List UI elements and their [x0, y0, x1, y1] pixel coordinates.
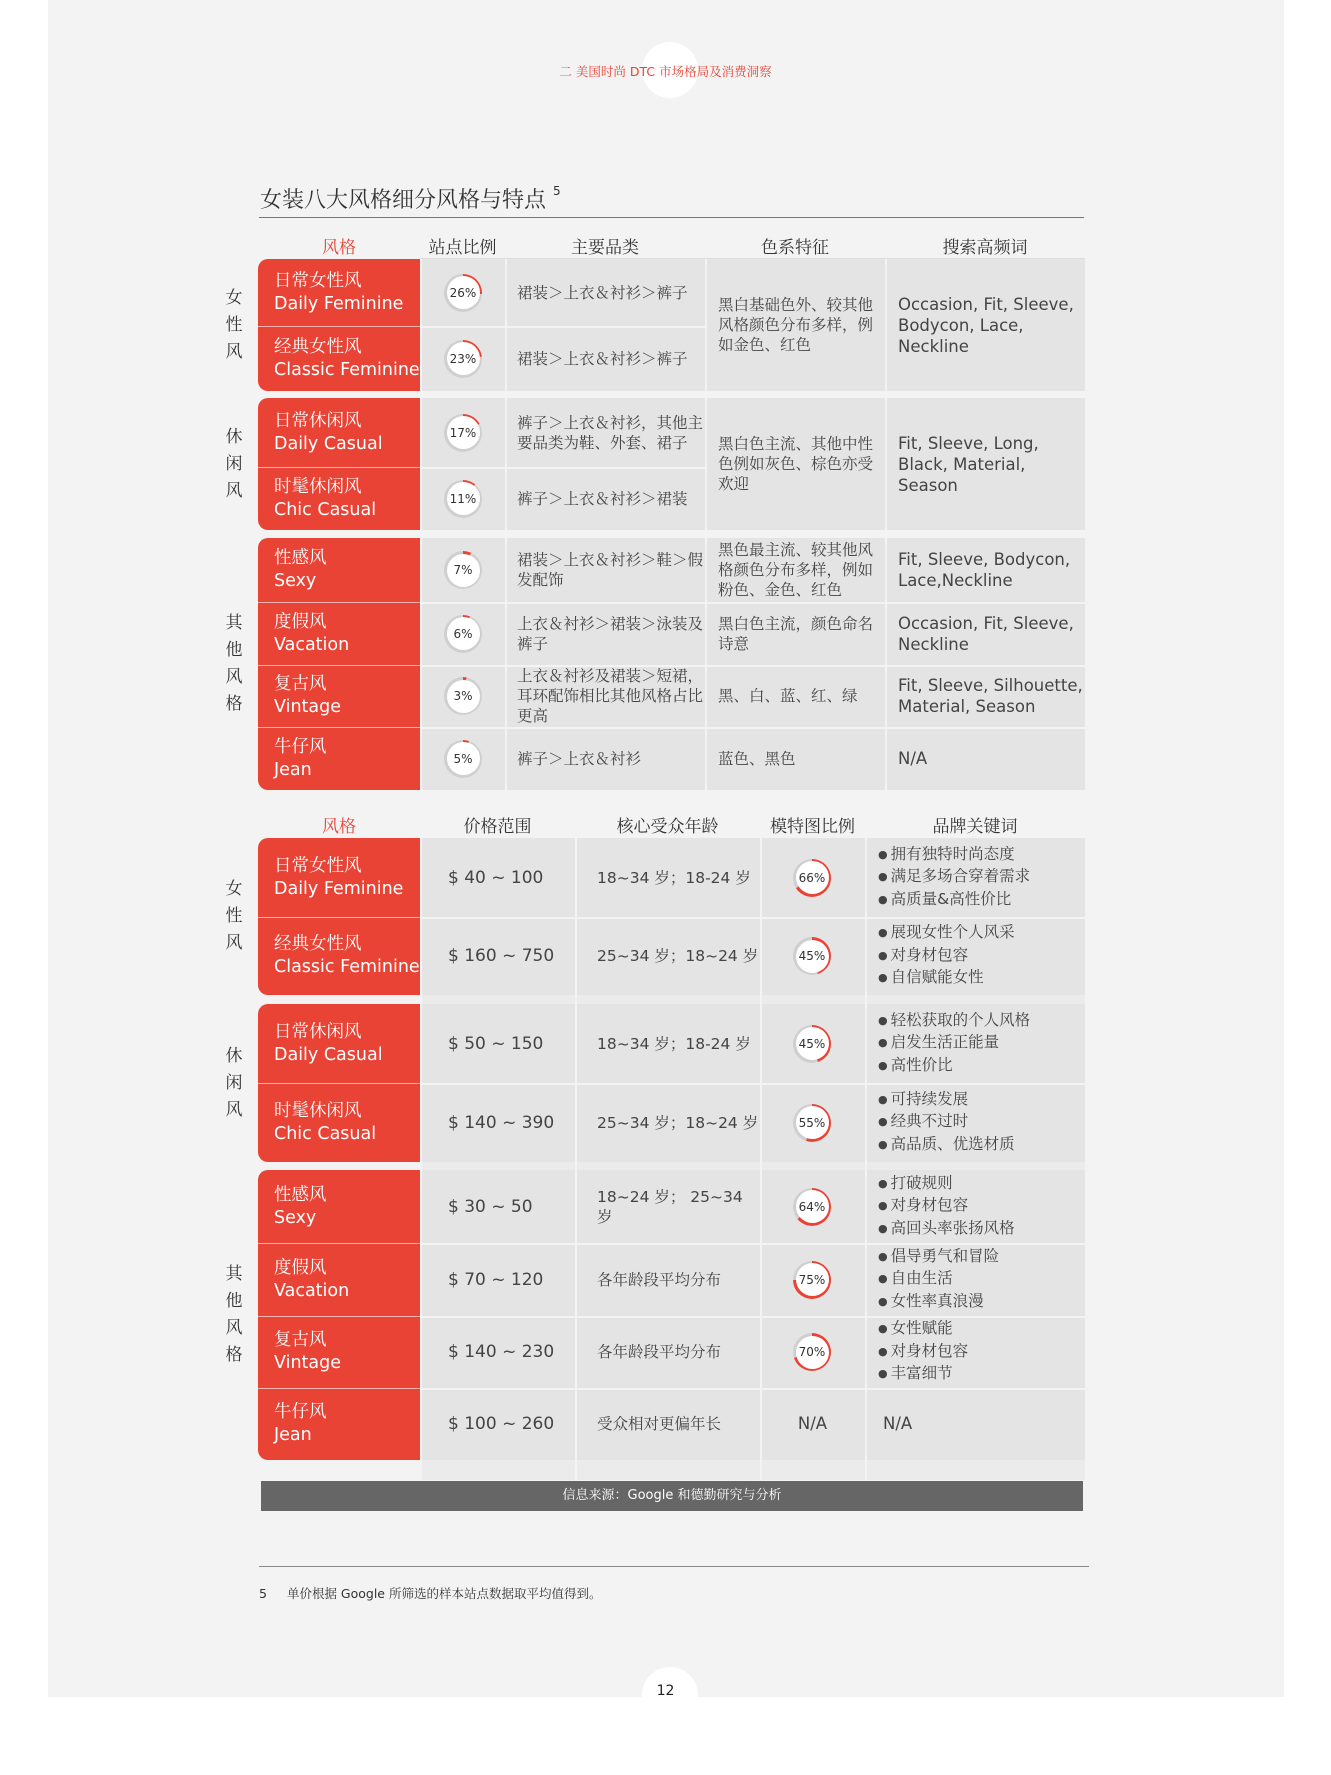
table2-header-3: 模特图比例 [770, 817, 855, 837]
group-label-char: 女 [225, 287, 243, 308]
table1-color-7: 蓝色、黑色 [718, 749, 796, 768]
brand-keyword-item: ● 对身材包容 [878, 1341, 968, 1364]
table1-group-label-2 [220, 610, 248, 718]
brand-keyword-item: ● 启发生活正能量 [878, 1032, 1030, 1055]
group-label-char: 闲 [225, 453, 243, 474]
brand-keyword-item: ● 丰富细节 [878, 1363, 968, 1386]
style-name-en: Classic Feminine [274, 957, 420, 977]
table1-col-divider [420, 259, 422, 391]
group-label-char: 性 [225, 906, 243, 926]
table2-group-label-0 [220, 876, 248, 957]
brand-keywords-3 [878, 1083, 1083, 1162]
style-name-cn: 日常休闲风 [274, 410, 362, 431]
table1-keywords-4: Fit, Sleeve, Bodycon, Lace,Neckline [898, 550, 1071, 590]
table1-row-divider [258, 326, 420, 327]
brand-keyword-list [878, 1173, 1015, 1241]
table2-row-divider [258, 1388, 420, 1389]
site-share-pie-label: 3% [447, 680, 480, 713]
table2-row-divider [420, 917, 1085, 919]
table2-row-divider [258, 917, 420, 918]
site-share-pie [444, 480, 482, 518]
table1-header-1: 站点比例 [428, 238, 497, 258]
table1-category-6: 上衣＆衬衫及裙装＞短裙，耳环配饰相比其他风格占比更高 [517, 667, 704, 725]
brand-keywords-2 [878, 1004, 1083, 1083]
audience-age-2: 18~34 岁；18-24 岁 [597, 1034, 751, 1053]
brand-keyword-item: ● 自信赋能女性 [878, 967, 1015, 990]
style-name-cn: 度假风 [274, 1257, 327, 1278]
table1-col-divider [705, 538, 707, 790]
table1-color-cell: 黑白基础色外、较其他风格颜色分布多样，例如金色、红色 [718, 296, 874, 354]
table1-style-6 [258, 665, 420, 727]
group-label-char: 风 [225, 1099, 243, 1120]
table1-style-2 [258, 398, 420, 467]
site-share-pie [444, 551, 482, 589]
group-label-char: 风 [225, 480, 243, 501]
style-name-en: Daily Casual [274, 1044, 383, 1065]
section-header: 二 美国时尚 DTC 市场格局及消费洞察 [559, 64, 772, 79]
brand-keyword-item: ● 满足多场合穿着需求 [878, 866, 1030, 889]
group-label-char: 风 [225, 933, 243, 953]
table1-group-label-1 [220, 424, 248, 505]
model-share-pie-label: 66% [796, 861, 829, 894]
group-label-char: 他 [225, 1291, 243, 1311]
brand-keyword-item: ● 对身材包容 [878, 945, 1015, 968]
table1-category-5: 上衣＆衬衫＞裙装＞泳装及裤子 [517, 614, 704, 653]
table1-category-0: 裙装＞上衣＆衬衫＞裤子 [517, 283, 688, 302]
table1-color-6: 黑、白、蓝、红、绿 [718, 687, 858, 705]
table2-style-1 [258, 917, 420, 995]
style-name-en: Classic Feminine [274, 359, 420, 380]
table1-color-cell: 黑白色主流、其他中性色例如灰色、棕色亦受欢迎 [718, 435, 874, 493]
table1-style-7 [258, 727, 420, 790]
table1-color-5: 黑白色主流，颜色命名诗意 [718, 614, 874, 653]
table1-style-3 [258, 467, 420, 530]
site-share-pie-label: 6% [447, 617, 480, 650]
group-label-char: 女 [225, 879, 243, 899]
model-share-pie [793, 937, 831, 975]
table1-row-divider [258, 665, 420, 666]
price-range-1: $ 160 ~ 750 [448, 946, 555, 966]
audience-age-0: 18~34 岁；18-24 岁 [597, 868, 751, 887]
title-rule [259, 217, 1084, 218]
style-name-en: Chic Casual [274, 499, 377, 520]
table2-col-divider [575, 838, 577, 1480]
brand-keywords-4 [878, 1170, 1083, 1243]
style-name-cn: 时髦休闲风 [274, 476, 362, 497]
group-label-char: 休 [225, 1045, 243, 1066]
brand-keyword-list [878, 1246, 999, 1314]
style-name-cn: 性感风 [274, 1184, 327, 1205]
site-share-pie [444, 677, 482, 715]
model-share-pie [793, 1188, 831, 1226]
source-bar: 信息来源：Google 和德勤研究与分析 [261, 1481, 1083, 1511]
brand-keyword-item: ● 倡导勇气和冒险 [878, 1246, 999, 1269]
table1-category-7: 裤子＞上衣＆衬衫 [517, 749, 642, 768]
table2-style-0 [258, 838, 420, 917]
brand-keyword-item: ● 女性赋能 [878, 1318, 968, 1341]
model-share-pie-label: 45% [796, 940, 829, 973]
table1-row-divider [420, 665, 1085, 667]
style-name-cn: 时髦休闲风 [274, 1100, 362, 1121]
model-share-pie-label: 70% [796, 1336, 829, 1369]
model-share-pie [793, 1025, 831, 1063]
table1-category-2: 裤子＞上衣＆衬衫，其他主要品类为鞋、外套、裙子 [517, 413, 704, 452]
style-name-en: Jean [274, 1425, 312, 1445]
table2-style-2 [258, 1004, 420, 1083]
group-label-char: 其 [225, 613, 243, 633]
table2-col-divider [420, 838, 422, 1480]
audience-age-5: 各年龄段平均分布 [597, 1270, 722, 1289]
site-share-pie-label: 23% [447, 342, 480, 375]
brand-keywords-5 [878, 1243, 1083, 1316]
model-share-pie-label: 45% [796, 1027, 829, 1060]
footnote-rule [259, 1566, 1089, 1567]
brand-keyword-item: ● 经典不过时 [878, 1111, 1015, 1134]
table1-row-divider [420, 326, 705, 328]
audience-age-6: 各年龄段平均分布 [597, 1343, 722, 1361]
style-name-cn: 经典女性风 [274, 336, 362, 357]
brand-keyword-item: ● 对身材包容 [878, 1195, 1015, 1218]
brand-keyword-list [878, 1318, 968, 1386]
table1-row-divider [420, 727, 1085, 729]
title-text: 女装八大风格细分风格与特点 [260, 188, 547, 213]
table1-header-0: 风格 [322, 238, 356, 258]
table2-col-divider [760, 838, 762, 1480]
table2-row-divider [420, 1243, 1085, 1245]
site-share-pie-label: 5% [447, 742, 480, 775]
table1-row-divider [258, 727, 420, 728]
site-share-pie [444, 274, 482, 312]
group-label-char: 其 [225, 1264, 243, 1284]
brand-keyword-item: ● 展现女性个人风采 [878, 922, 1015, 945]
footnote-text: 单价根据 Google 所筛选的样本站点数据取平均值得到。 [286, 1586, 602, 1601]
audience-age-1: 25~34 岁；18~24 岁 [597, 947, 759, 965]
price-range-3: $ 140 ~ 390 [448, 1112, 555, 1133]
style-name-cn: 复古风 [274, 674, 327, 694]
table2-row-divider [258, 1083, 420, 1084]
brand-keywords-0 [878, 838, 1083, 917]
group-label-char: 风 [225, 1318, 243, 1338]
table1-row-divider [420, 467, 705, 469]
style-name-en: Sexy [274, 571, 317, 591]
table2-header-4: 品牌关键词 [932, 817, 1018, 837]
style-name-en: Sexy [274, 1207, 317, 1228]
group-label-char: 风 [225, 667, 243, 687]
table1-category-1: 裙装＞上衣＆衬衫＞裤子 [517, 349, 688, 368]
brand-keyword-item: ● 高回头率张扬风格 [878, 1218, 1015, 1241]
table1-col-divider [505, 398, 507, 530]
table2-style-5 [258, 1243, 420, 1316]
table2-group-label-2 [220, 1261, 248, 1369]
audience-age-7: 受众相对更偏年长 [597, 1415, 722, 1433]
style-name-en: Daily Feminine [274, 878, 404, 899]
table1-keywords-7: N/A [898, 749, 928, 768]
style-name-cn: 度假风 [274, 611, 327, 632]
site-share-pie-label: 11% [447, 482, 480, 515]
brand-keyword-list [878, 922, 1015, 990]
style-name-en: Vintage [274, 1353, 342, 1373]
table1-keywords-6: Fit, Sleeve, Silhouette, Material, Season [898, 676, 1083, 716]
table1-col-divider [885, 538, 887, 790]
table1-keywords-5: Occasion, Fit, Sleeve, Neckline [898, 613, 1074, 654]
table1-col-divider [420, 538, 422, 790]
style-name-en: Daily Casual [274, 433, 383, 454]
table1-row-divider [420, 602, 1085, 604]
group-label-char: 性 [225, 314, 243, 335]
table1-col-divider [885, 259, 887, 391]
model-share-pie-label: 55% [796, 1106, 829, 1139]
model-share-pie [793, 1261, 831, 1299]
site-share-pie [444, 615, 482, 653]
price-range-4: $ 30 ~ 50 [448, 1196, 533, 1217]
site-share-pie-label: 7% [447, 554, 480, 587]
style-name-cn: 经典女性风 [274, 934, 362, 954]
table1-col-divider [705, 398, 707, 530]
table1-group-label-0 [220, 285, 248, 366]
site-share-pie-label: 26% [447, 276, 480, 309]
table2-row-divider [420, 1388, 1085, 1390]
brand-keyword-item: ● 打破规则 [878, 1173, 1015, 1196]
table1-col-divider [420, 398, 422, 530]
table1-style-4 [258, 538, 420, 602]
price-range-2: $ 50 ~ 150 [448, 1033, 544, 1054]
table2-row-divider [420, 1083, 1085, 1085]
brand-keywords-6 [878, 1316, 1083, 1388]
table1-col-divider [885, 398, 887, 530]
table1-col-divider [705, 259, 707, 391]
page-number: 12 [656, 1683, 675, 1699]
audience-age-3: 25~34 岁；18~24 岁 [597, 1113, 759, 1132]
style-name-cn: 性感风 [274, 548, 327, 568]
table1-keywords-cell: Occasion, Fit, Sleeve, Bodycon, Lace, Neckline [898, 294, 1074, 356]
group-label-char: 他 [225, 640, 243, 660]
group-label-char: 闲 [225, 1072, 243, 1093]
table1-style-0 [258, 259, 420, 326]
table2-style-6 [258, 1316, 420, 1388]
table2-col-divider [865, 838, 867, 1480]
table1-row-divider [258, 602, 420, 603]
brand-keyword-item: ● 拥有独特时尚态度 [878, 844, 1030, 867]
table1-keywords-cell: Fit, Sleeve, Long, Black, Material, Season [898, 433, 1039, 495]
style-name-cn: 日常女性风 [274, 855, 362, 876]
table2-header-2: 核心受众年龄 [616, 817, 719, 837]
price-range-5: $ 70 ~ 120 [448, 1269, 544, 1290]
brand-keyword-item: ● 女性率真浪漫 [878, 1291, 999, 1314]
table2-style-3 [258, 1083, 420, 1162]
group-label-char: 休 [225, 426, 243, 447]
style-name-cn: 日常女性风 [274, 270, 362, 291]
style-name-cn: 日常休闲风 [274, 1021, 362, 1042]
site-share-pie [444, 414, 482, 452]
model-share-pie [793, 859, 831, 897]
style-name-cn: 复古风 [274, 1330, 327, 1350]
table1-category-4: 裙装＞上衣＆衬衫＞鞋＞假发配饰 [517, 551, 704, 589]
brand-keywords-na: N/A [883, 1414, 913, 1433]
style-name-en: Daily Feminine [274, 293, 404, 314]
model-share-pie [793, 1104, 831, 1142]
brand-keyword-list [878, 1010, 1030, 1078]
table1-color-4: 黑色最主流、较其他风格颜色分布多样，例如粉色、金色、红色 [718, 541, 874, 599]
brand-keyword-item: ● 高质量&高性价比 [878, 889, 1030, 912]
table1-header-3: 色系特征 [761, 238, 829, 258]
style-name-cn: 牛仔风 [274, 1402, 327, 1422]
brand-keyword-item: ● 自由生活 [878, 1268, 999, 1291]
footnote-number: 5 [259, 1586, 267, 1601]
site-share-pie-label: 17% [447, 416, 480, 449]
brand-keywords-1 [878, 917, 1083, 995]
price-range-0: $ 40 ~ 100 [448, 867, 544, 888]
table2-group-label-1 [220, 1043, 248, 1124]
site-share-pie [444, 340, 482, 378]
table2-style-7 [258, 1388, 420, 1460]
style-name-cn: 牛仔风 [274, 736, 327, 757]
model-share-na: N/A [797, 1414, 828, 1433]
model-share-pie-label: 75% [796, 1263, 829, 1296]
style-name-en: Jean [274, 759, 312, 780]
table2-header-0: 风格 [322, 817, 356, 837]
brand-keyword-item: ● 高性价比 [878, 1055, 1030, 1078]
table1-category-3: 裤子＞上衣＆衬衫＞裙装 [517, 489, 688, 508]
group-label-char: 格 [225, 694, 243, 714]
brand-keyword-item: ● 轻松获取的个人风格 [878, 1010, 1030, 1033]
site-share-pie [444, 740, 482, 778]
style-name-en: Chic Casual [274, 1123, 377, 1144]
group-label-char: 风 [225, 341, 243, 362]
table2-style-4 [258, 1170, 420, 1243]
table1-col-divider [505, 538, 507, 790]
table1-header-2: 主要品类 [571, 238, 639, 258]
group-label-char: 格 [225, 1345, 243, 1365]
price-range-6: $ 140 ~ 230 [448, 1342, 555, 1362]
price-range-7: $ 100 ~ 260 [448, 1414, 555, 1434]
table2-row-divider [420, 1316, 1085, 1318]
table1-row-divider [258, 467, 420, 468]
brand-keyword-list [878, 1089, 1015, 1157]
table1-style-1 [258, 326, 420, 391]
title-footnote-mark: 5 [553, 183, 561, 198]
style-name-en: Vacation [274, 1280, 350, 1301]
table2-row-divider [258, 1316, 420, 1317]
table2-row-divider [258, 1243, 420, 1244]
style-name-en: Vacation [274, 634, 350, 655]
brand-keyword-item: ● 可持续发展 [878, 1089, 1015, 1112]
footnote [259, 1584, 601, 1602]
table1-header-4: 搜索高频词 [942, 238, 1028, 258]
table2-header-1: 价格范围 [463, 817, 532, 837]
audience-age-4: 18~24 岁； 25~34 岁 [597, 1187, 743, 1226]
model-share-pie [793, 1333, 831, 1371]
style-name-en: Vintage [274, 697, 342, 717]
table1-col-divider [505, 259, 507, 391]
table1-style-5 [258, 602, 420, 665]
brand-keyword-list [878, 844, 1030, 912]
model-share-pie-label: 64% [796, 1190, 829, 1223]
page-title [260, 183, 561, 214]
brand-keyword-item: ● 高品质、优选材质 [878, 1134, 1015, 1157]
